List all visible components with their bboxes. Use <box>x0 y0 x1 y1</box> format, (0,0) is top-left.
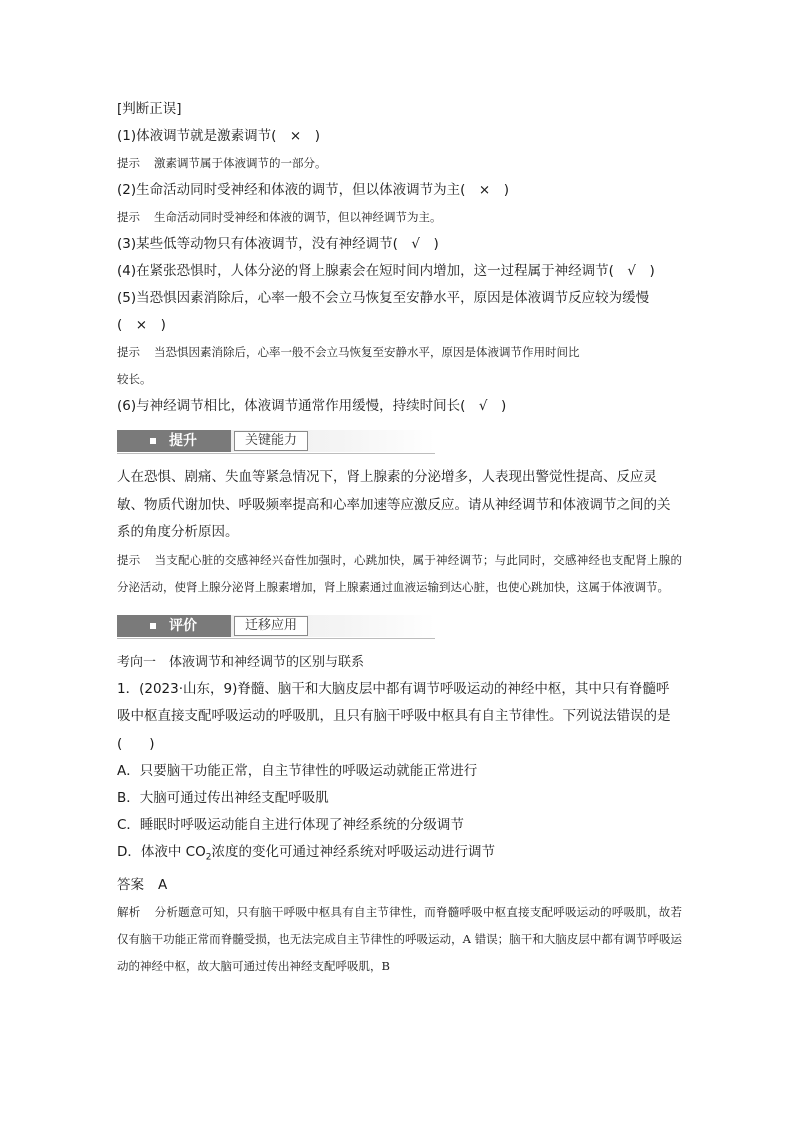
option-c: C．睡眠时呼吸运动能自主进行体现了神经系统的分级调节 <box>117 817 464 833</box>
hint-text: 当恐惧因素消除后，心率一般不会立马恢复至安静水平，原因是体液调节作用时间比 <box>154 345 580 359</box>
section-header-assess <box>117 615 435 637</box>
judge-heading: [判断正误] <box>117 101 182 117</box>
section-tag: 提升 <box>169 433 197 449</box>
hint-label: 提示 <box>117 156 140 170</box>
judge-hint-5-line1 <box>117 339 682 366</box>
analysis-text: 分析题意可知，只有脑干呼吸中枢具有自主节律性，而脊髓呼吸中枢直接支配呼吸运动的呼吸肌，故若仅有脑干功能正常而脊髓受损，也无法完成自主节律性的呼吸运动，A 错误；脑干和大脑皮层中都有调节呼吸运动的神经中枢，故大脑可通过传出神经支配呼吸肌，B <box>117 904 683 973</box>
answer-label: 答案 <box>117 876 144 893</box>
judge-hint-2 <box>117 204 682 231</box>
improve-hint <box>117 547 682 601</box>
option-a: A．只要脑干功能正常，自主节律性的呼吸运动就能正常进行 <box>117 763 478 779</box>
analysis <box>117 899 682 980</box>
judge-item-6: (6)与神经调节相比，体液调节通常作用缓慢，持续时间长( √ ) <box>117 398 507 414</box>
section-header-improve <box>117 430 435 452</box>
judge-item-5-line1: (5)当恐惧因素消除后，心率一般不会立马恢复至安静水平，原因是体液调节反应较为缓慢 <box>117 290 650 306</box>
judge-item-5-line2: ( × ) <box>117 317 166 333</box>
answer-value: A <box>158 876 168 893</box>
hint-label: 提示 <box>117 210 140 224</box>
hint-text: 激素调节属于体液调节的一部分。 <box>154 156 327 170</box>
square-bullet-icon <box>150 623 156 629</box>
section-tag: 评价 <box>169 617 197 634</box>
square-bullet-icon <box>150 438 156 444</box>
section-label: 迁移应用 <box>234 616 308 636</box>
hint-label: 提示 <box>117 345 140 359</box>
analysis-label: 解析 <box>117 904 141 919</box>
assess-question: 1．(2023·山东，9)脊髓、脑干和大脑皮层中都有调节呼吸运动的神经中枢，其中只有脊髓呼吸中枢直接支配呼吸运动的呼吸肌，且只有脑干呼吸中枢具有自主节律性。下列说法错误的是( ) <box>117 680 671 752</box>
assess-topic: 考向一 体液调节和神经调节的区别与联系 <box>117 654 365 670</box>
improve-question: 人在恐惧、剧痛、失血等紧急情况下，肾上腺素的分泌增多，人表现出警觉性提高、反应灵敏、物质代谢加快、呼吸频率提高和心率加速等应激反应。请从神经调节和体液调节之间的关系的角度分析原因。 <box>117 469 671 540</box>
hint-text: 当支配心脏的交感神经兴奋性加强时，心跳加快，属于神经调节；与此同时，交感神经也支配肾上腺的分泌活动，使肾上腺分泌肾上腺素增加，肾上腺素通过血液运输到达心脏，也使心跳加快，这属于体液调节。 <box>117 552 683 594</box>
judge-item-2: (2)生命活动同时受神经和体液的调节，但以体液调节为主( × ) <box>117 182 509 198</box>
judge-hint-5-line2: 较长。 <box>117 372 152 386</box>
judge-hint-1 <box>117 150 682 177</box>
section-label: 关键能力 <box>234 431 308 451</box>
option-b: B．大脑可通过传出神经支配呼吸肌 <box>117 790 329 806</box>
document-page <box>117 96 682 980</box>
answer-line <box>117 872 682 899</box>
judge-item-4: (4)在紧张恐惧时，人体分泌的肾上腺素会在短时间内增加，这一过程属于神经调节( √ ) <box>117 263 655 279</box>
option-d: D．体液中 $CO_2$浓度的变化可通过神经系统对呼吸运动进行调节 <box>117 844 495 863</box>
hint-label: 提示 <box>117 552 141 567</box>
judge-item-1: (1)体液调节就是激素调节( × ) <box>117 128 320 144</box>
judge-item-3: (3)某些低等动物只有体液调节，没有神经调节( √ ) <box>117 236 439 252</box>
hint-text: 生命活动同时受神经和体液的调节，但以神经调节为主。 <box>154 210 442 224</box>
